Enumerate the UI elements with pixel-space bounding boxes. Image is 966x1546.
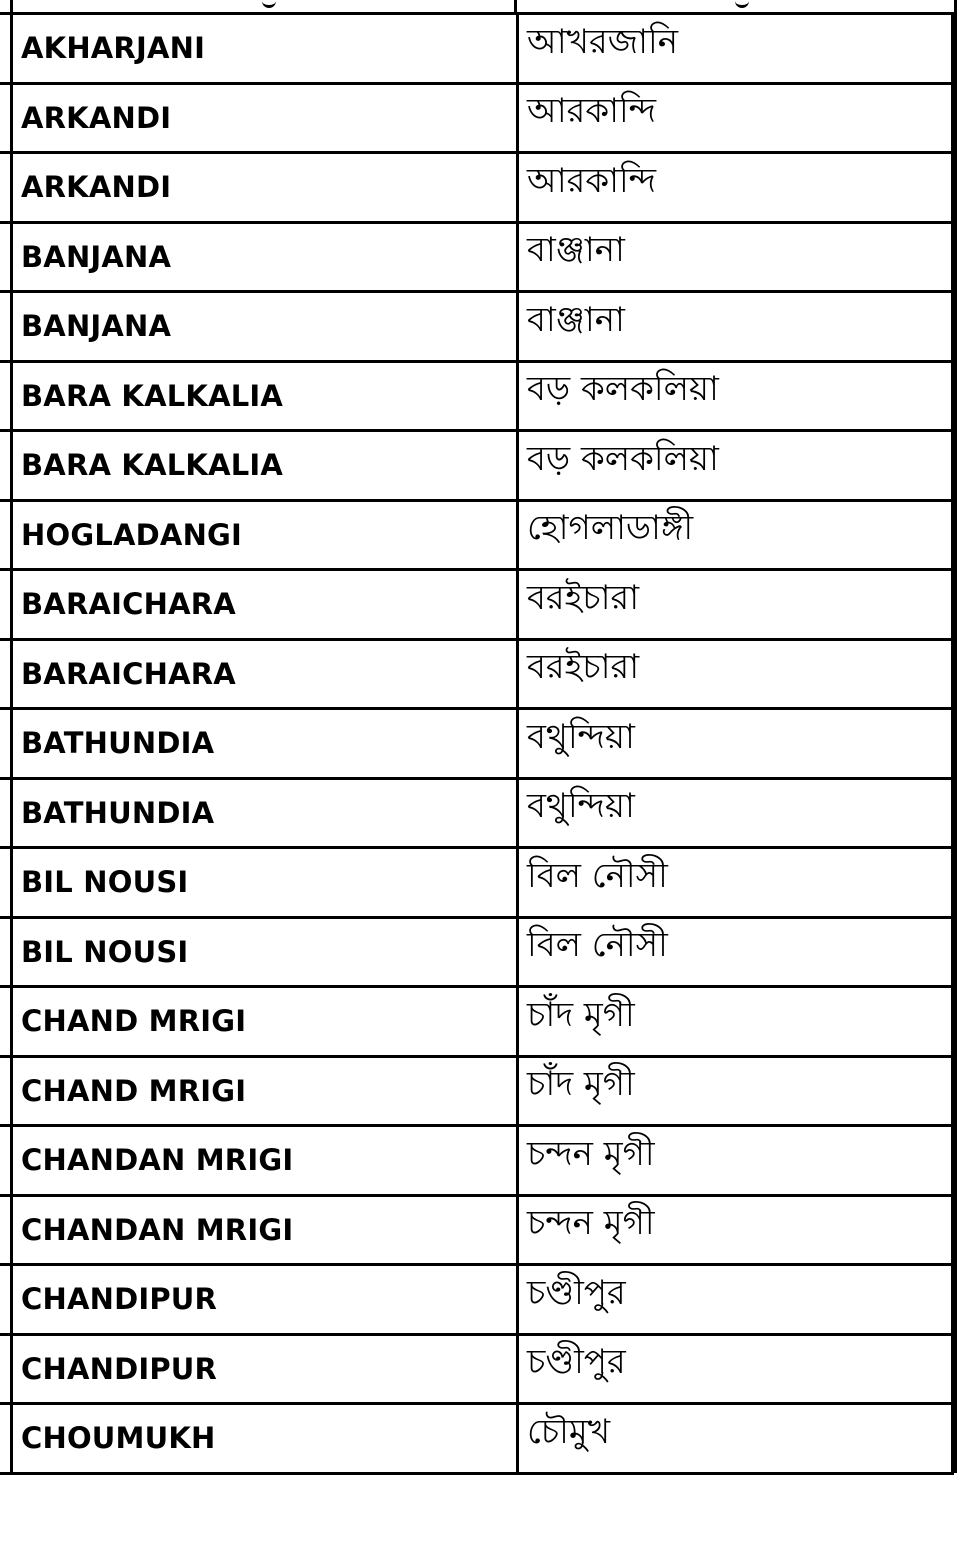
grid-line xyxy=(0,777,10,780)
bengali-name-cell[interactable]: আরকান্দি xyxy=(518,79,953,149)
bengali-name-cell[interactable]: চাঁদ মৃগী xyxy=(518,983,953,1053)
english-name-cell[interactable]: CHANDIPUR xyxy=(12,1265,518,1335)
table-row xyxy=(12,848,953,918)
bengali-name-cell[interactable]: বড় কলকলিয়া xyxy=(518,427,953,497)
bengali-name-cell[interactable]: বথুন্দিয়া xyxy=(518,774,953,844)
english-name-cell[interactable]: CHOUMUKH xyxy=(12,1404,518,1474)
bengali-name-cell[interactable]: চণ্ডীপুর xyxy=(518,1330,953,1400)
clipped-glyph xyxy=(735,0,749,8)
english-name-cell[interactable]: CHANDAN MRIGI xyxy=(12,1126,518,1196)
table-row xyxy=(12,639,953,709)
english-name-cell[interactable]: ARKANDI xyxy=(12,153,518,223)
english-name-cell[interactable]: CHAND MRIGI xyxy=(12,1056,518,1126)
bengali-name-cell[interactable]: বরইচারা xyxy=(518,566,953,636)
table-row xyxy=(12,14,953,84)
grid-line xyxy=(0,1333,10,1336)
table-row xyxy=(12,1126,953,1196)
table-row xyxy=(12,153,953,223)
table-row xyxy=(12,570,953,640)
table-row xyxy=(12,987,953,1057)
grid-line xyxy=(0,1263,10,1266)
english-name-cell[interactable]: BARA KALKALIA xyxy=(12,361,518,431)
table-body xyxy=(12,14,953,1474)
english-name-cell[interactable]: BARA KALKALIA xyxy=(12,431,518,501)
grid-line xyxy=(0,1402,10,1405)
grid-line xyxy=(0,1124,10,1127)
bengali-name-cell[interactable]: আরকান্দি xyxy=(518,149,953,219)
table-row xyxy=(12,917,953,987)
table-row xyxy=(12,1056,953,1126)
grid-line xyxy=(0,82,10,85)
clipped-glyph xyxy=(262,0,276,8)
table-row xyxy=(12,222,953,292)
table-row xyxy=(12,1334,953,1404)
place-names-table xyxy=(10,12,954,1475)
table-row xyxy=(12,431,953,501)
bengali-name-cell[interactable]: চন্দন মৃগী xyxy=(518,1191,953,1261)
bengali-name-cell[interactable]: বাঞ্জানা xyxy=(518,218,953,288)
table-row xyxy=(12,83,953,153)
english-name-cell[interactable]: ARKANDI xyxy=(12,83,518,153)
grid-line xyxy=(0,290,10,293)
english-name-cell[interactable]: CHANDIPUR xyxy=(12,1334,518,1404)
bengali-name-cell[interactable]: চন্দন মৃগী xyxy=(518,1122,953,1192)
english-name-cell[interactable]: CHANDAN MRIGI xyxy=(12,1195,518,1265)
table-row xyxy=(12,500,953,570)
table-row xyxy=(12,1404,953,1474)
bengali-name-cell[interactable]: বিল নৌসী xyxy=(518,913,953,983)
grid-line xyxy=(0,638,10,641)
english-name-cell[interactable]: BIL NOUSI xyxy=(12,917,518,987)
grid-line xyxy=(0,846,10,849)
grid-line xyxy=(954,0,957,1473)
grid-line xyxy=(0,985,10,988)
grid-line xyxy=(0,1472,10,1475)
grid-line xyxy=(0,429,10,432)
english-name-cell[interactable]: BARAICHARA xyxy=(12,570,518,640)
grid-line xyxy=(0,1194,10,1197)
grid-line xyxy=(0,568,10,571)
grid-line xyxy=(0,151,10,154)
bengali-name-cell[interactable]: বথুন্দিয়া xyxy=(518,705,953,775)
grid-line xyxy=(0,1055,10,1058)
english-name-cell[interactable]: BATHUNDIA xyxy=(12,778,518,848)
english-name-cell[interactable]: HOGLADANGI xyxy=(12,500,518,570)
english-name-cell[interactable]: BANJANA xyxy=(12,292,518,362)
english-name-cell[interactable]: BARAICHARA xyxy=(12,639,518,709)
bengali-name-cell[interactable]: চাঁদ মৃগী xyxy=(518,1052,953,1122)
bengali-name-cell[interactable]: বরইচারা xyxy=(518,635,953,705)
grid-line xyxy=(0,12,10,15)
bengali-name-cell[interactable]: বাঞ্জানা xyxy=(518,288,953,358)
grid-line xyxy=(10,0,13,12)
grid-line xyxy=(0,707,10,710)
grid-line xyxy=(0,499,10,502)
table-row xyxy=(12,1265,953,1335)
table-row xyxy=(12,292,953,362)
bengali-name-cell[interactable]: হোগলাডাঙ্গী xyxy=(518,496,953,566)
english-name-cell[interactable]: BANJANA xyxy=(12,222,518,292)
english-name-cell[interactable]: AKHARJANI xyxy=(12,14,518,84)
grid-line xyxy=(0,916,10,919)
grid-line xyxy=(0,360,10,363)
english-name-cell[interactable]: BATHUNDIA xyxy=(12,709,518,779)
bengali-name-cell[interactable]: চণ্ডীপুর xyxy=(518,1261,953,1331)
bengali-name-cell[interactable]: আখরজানি xyxy=(518,10,953,80)
english-name-cell[interactable]: BIL NOUSI xyxy=(12,848,518,918)
bengali-name-cell[interactable]: চৌমুখ xyxy=(518,1400,953,1470)
table-row xyxy=(12,361,953,431)
bengali-name-cell[interactable]: বিল নৌসী xyxy=(518,844,953,914)
table-row xyxy=(12,1195,953,1265)
table-row xyxy=(12,709,953,779)
grid-line xyxy=(0,221,10,224)
bengali-name-cell[interactable]: বড় কলকলিয়া xyxy=(518,357,953,427)
table-row xyxy=(12,778,953,848)
english-name-cell[interactable]: CHAND MRIGI xyxy=(12,987,518,1057)
